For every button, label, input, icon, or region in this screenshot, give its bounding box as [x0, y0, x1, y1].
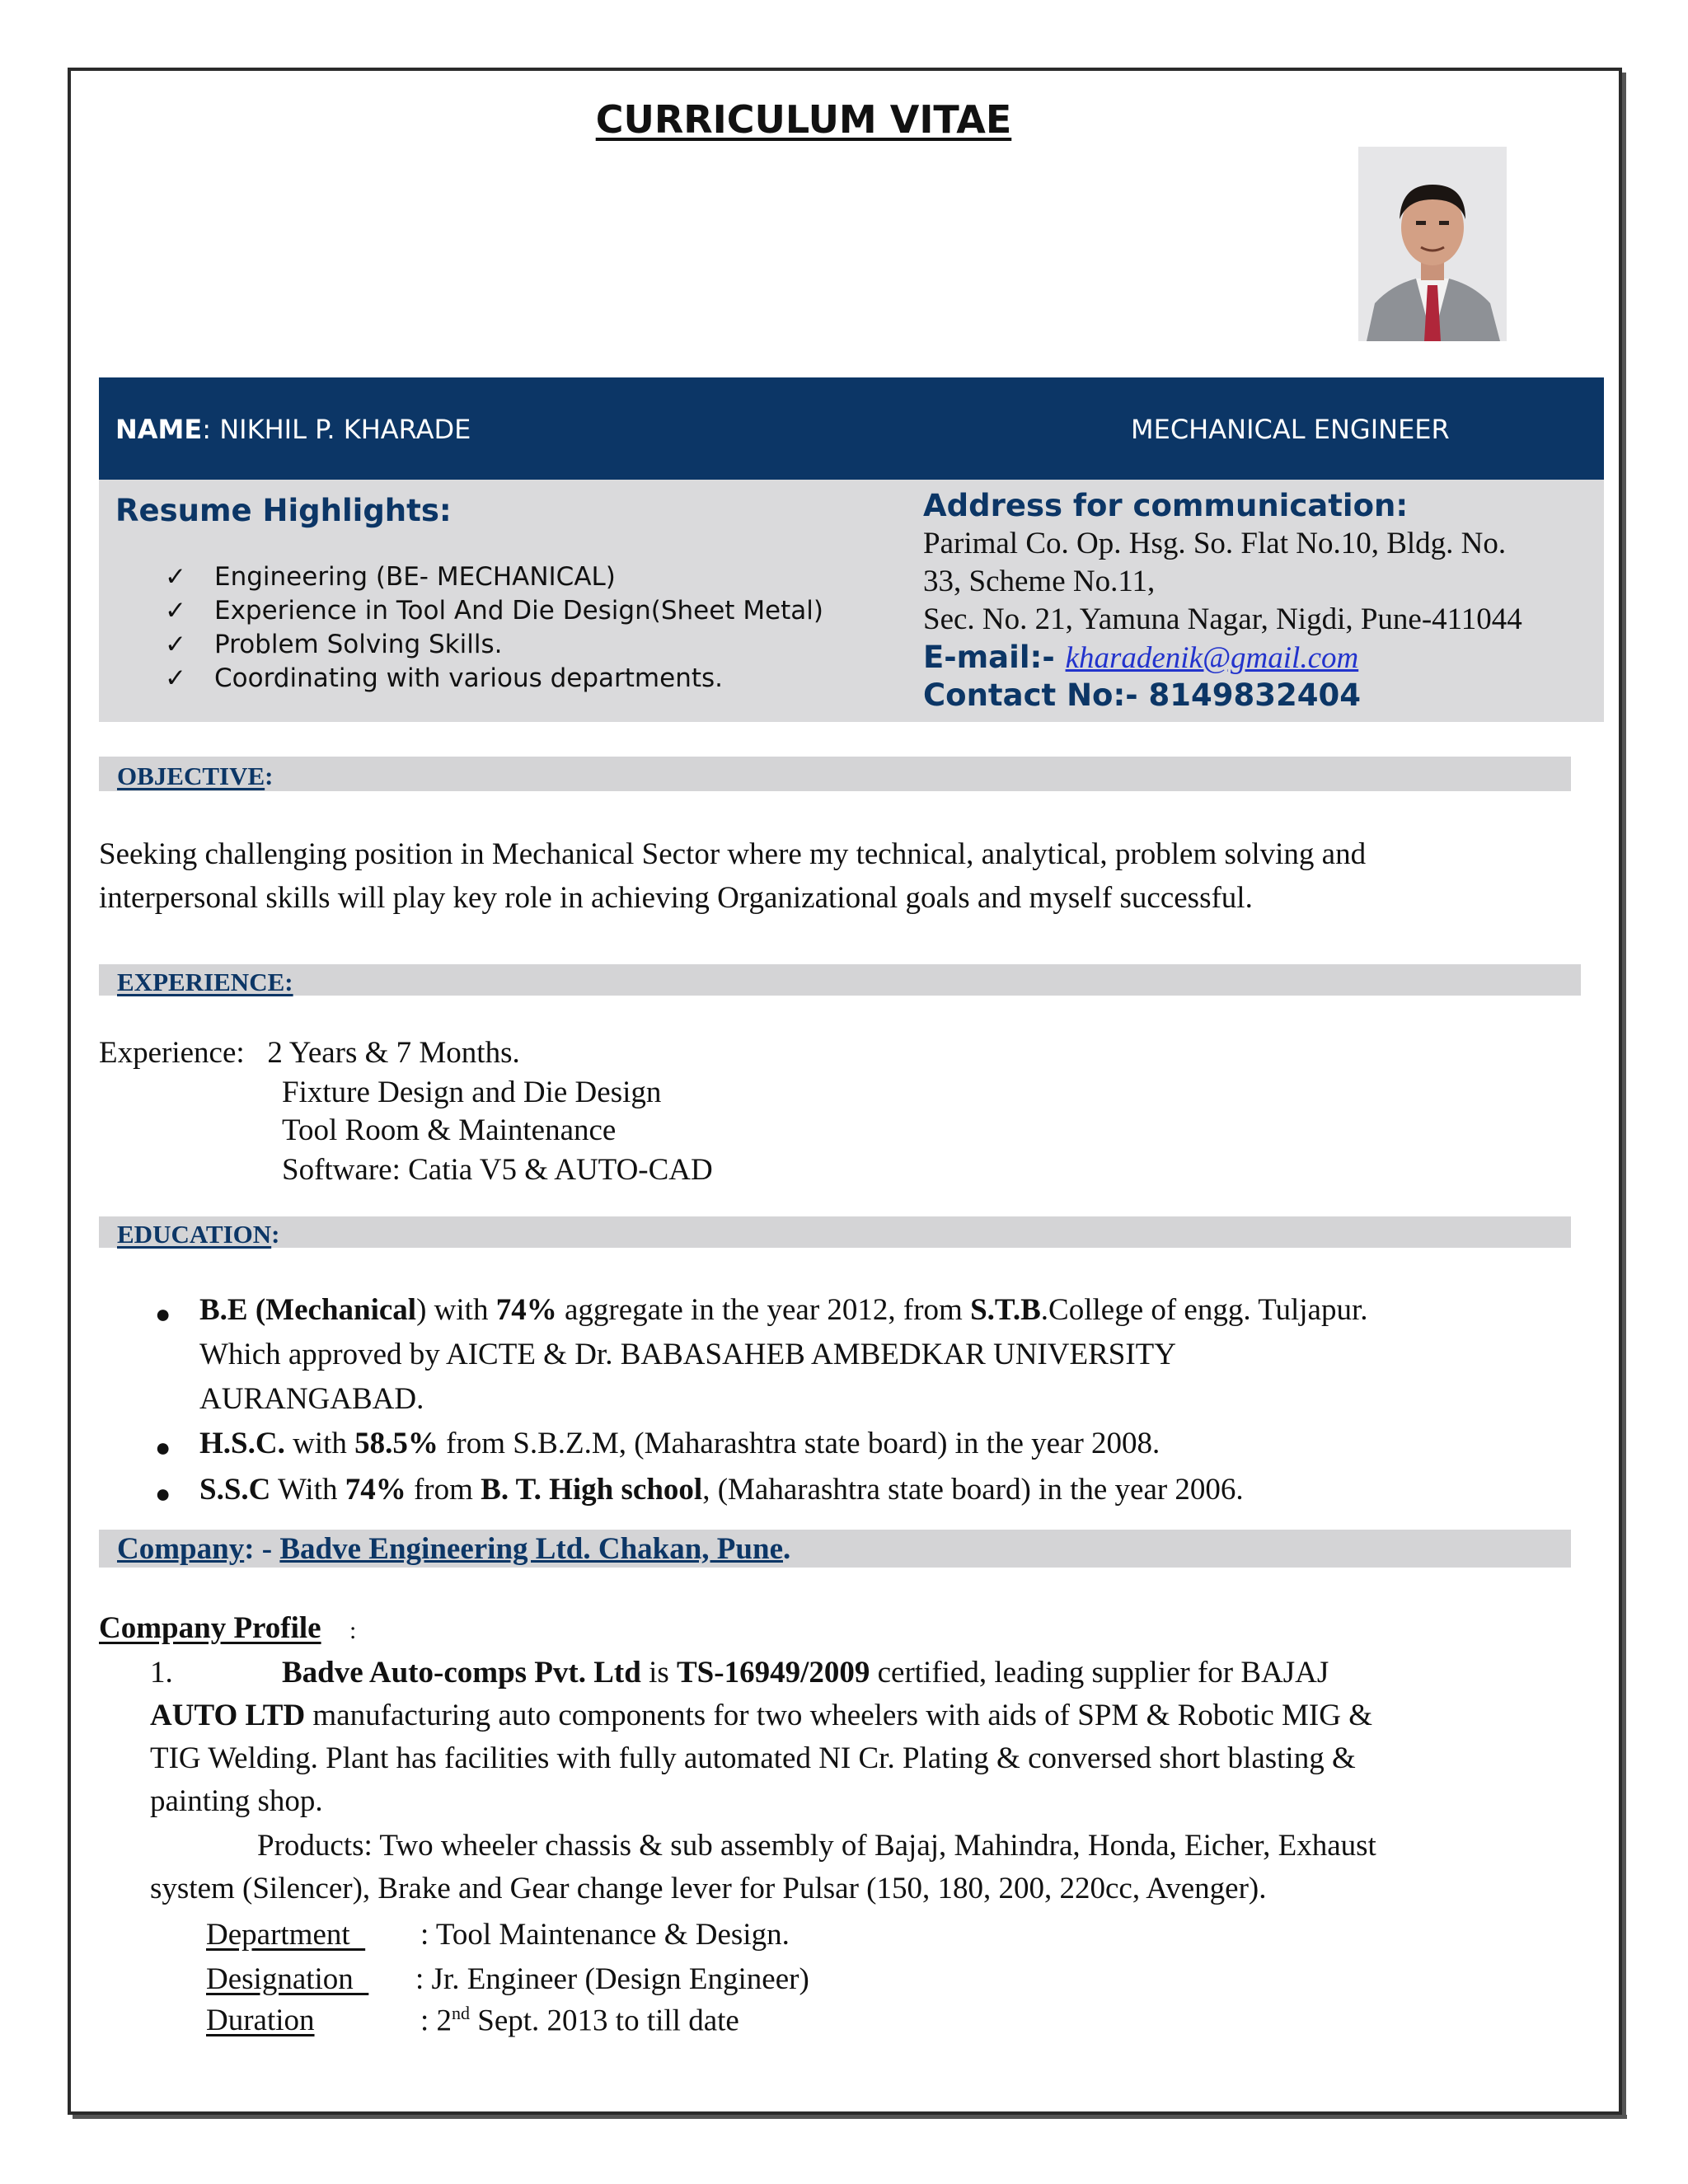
candidate-role: MECHANICAL ENGINEER [1131, 414, 1450, 445]
email-row: E-mail:- kharadenik@gmail.com [923, 640, 1359, 675]
highlights-list [165, 560, 823, 696]
page-shadow-bottom [73, 2115, 1627, 2119]
education-be-line-2: Which approved by AICTE & Dr. BABASAHEB AMBEDKAR UNIVERSITY [199, 1338, 1176, 1371]
resume-highlights-panel [99, 480, 923, 722]
company-section-header: Company: - Badve Engineering Ltd. Chakan, Pune. [99, 1530, 1571, 1568]
email-link[interactable]: kharadenik@gmail.com [1065, 641, 1359, 675]
highlights-title: Resume Highlights: [115, 493, 452, 528]
address-line-2: 33, Scheme No.11, [923, 565, 1156, 598]
education-ssc: S.S.C With 74% from B. T. High school, (Maharashtra state board) in the year 2006. [199, 1473, 1244, 1507]
check-icon: ✓ [165, 562, 186, 592]
bullet-icon: ● [155, 1479, 171, 1508]
experience-item: Software: Catia V5 & AUTO-CAD [282, 1153, 713, 1187]
profile-line-2: AUTO LTD manufacturing auto components for two wheelers with aids of SPM & Robotic MIG & [150, 1699, 1372, 1732]
department-label: Department [206, 1918, 366, 1952]
list-item: ✓ Coordinating with various departments. [165, 662, 823, 696]
profile-line-3: TIG Welding. Plant has facilities with fully automated NI Cr. Plating & conversed short blasting & [150, 1741, 1356, 1775]
duration-value: : 2nd Sept. 2013 to till date [420, 2003, 739, 2038]
bullet-icon: ● [155, 1299, 171, 1329]
address-line-3: Sec. No. 21, Yamuna Nagar, Nigdi, Pune-411044 [923, 602, 1522, 636]
experience-section-header: EXPERIENCE: [99, 964, 1581, 996]
profile-line-4: painting shop. [150, 1784, 323, 1818]
address-line-1: Parimal Co. Op. Hsg. So. Flat No.10, Bldg. No. [923, 527, 1507, 560]
check-icon: ✓ [165, 630, 186, 659]
page-shadow-right [1622, 73, 1626, 2119]
contact-row: Contact No:- 8149832404 [923, 677, 1361, 713]
check-icon: ✓ [165, 596, 186, 626]
profile-number: 1. [150, 1656, 173, 1690]
objective-line-1: Seeking challenging position in Mechanical Sector where my technical, analytical, problem solving and [99, 837, 1367, 871]
name-banner [99, 377, 1604, 480]
experience-item: Fixture Design and Die Design [282, 1076, 662, 1109]
company-profile-title: Company Profile [99, 1611, 321, 1645]
address-title: Address for communication: [923, 488, 1409, 523]
experience-duration: Experience: 2 Years & 7 Months. [99, 1036, 520, 1070]
education-section-header: EDUCATION: [99, 1216, 1571, 1248]
designation-value: : Jr. Engineer (Design Engineer) [415, 1962, 809, 1996]
duration-label: Duration [206, 2004, 315, 2037]
profile-photo [1358, 147, 1507, 341]
profile-line-5: Products: Two wheeler chassis & sub assembly of Bajaj, Mahindra, Honda, Eicher, Exhaust [257, 1829, 1376, 1863]
list-item: ✓ Experience in Tool And Die Design(Sheet Metal) [165, 594, 823, 628]
address-panel [923, 480, 1604, 722]
profile-line-1: Badve Auto-comps Pvt. Ltd is TS-16949/2009 certified, leading supplier for BAJAJ [282, 1656, 1329, 1690]
experience-item: Tool Room & Maintenance [282, 1113, 617, 1147]
objective-section-header: OBJECTIVE: [99, 757, 1571, 791]
company-profile-colon: : [349, 1617, 357, 1644]
list-item: ✓ Problem Solving Skills. [165, 628, 823, 662]
objective-line-2: interpersonal skills will play key role in achieving Organizational goals and myself successful. [99, 881, 1253, 915]
check-icon: ✓ [165, 663, 186, 693]
education-be: B.E (Mechanical) with 74% aggregate in the year 2012, from S.T.B.College of engg. Tuljapur. [199, 1293, 1368, 1327]
education-be-line-3: AURANGABAD. [199, 1382, 424, 1416]
candidate-name: NAME: NIKHIL P. KHARADE [115, 414, 471, 445]
page-title: CURRICULUM VITAE [595, 97, 1012, 142]
list-item: ✓ Engineering (BE- MECHANICAL) [165, 560, 823, 594]
profile-line-6: system (Silencer), Brake and Gear change lever for Pulsar (150, 180, 200, 220cc, Avenger). [150, 1872, 1267, 1905]
department-value: : Tool Maintenance & Design. [420, 1918, 790, 1952]
education-hsc: H.S.C. with 58.5% from S.B.Z.M, (Maharashtra state board) in the year 2008. [199, 1427, 1160, 1460]
bullet-icon: ● [155, 1432, 171, 1462]
designation-label: Designation [206, 1962, 369, 1996]
